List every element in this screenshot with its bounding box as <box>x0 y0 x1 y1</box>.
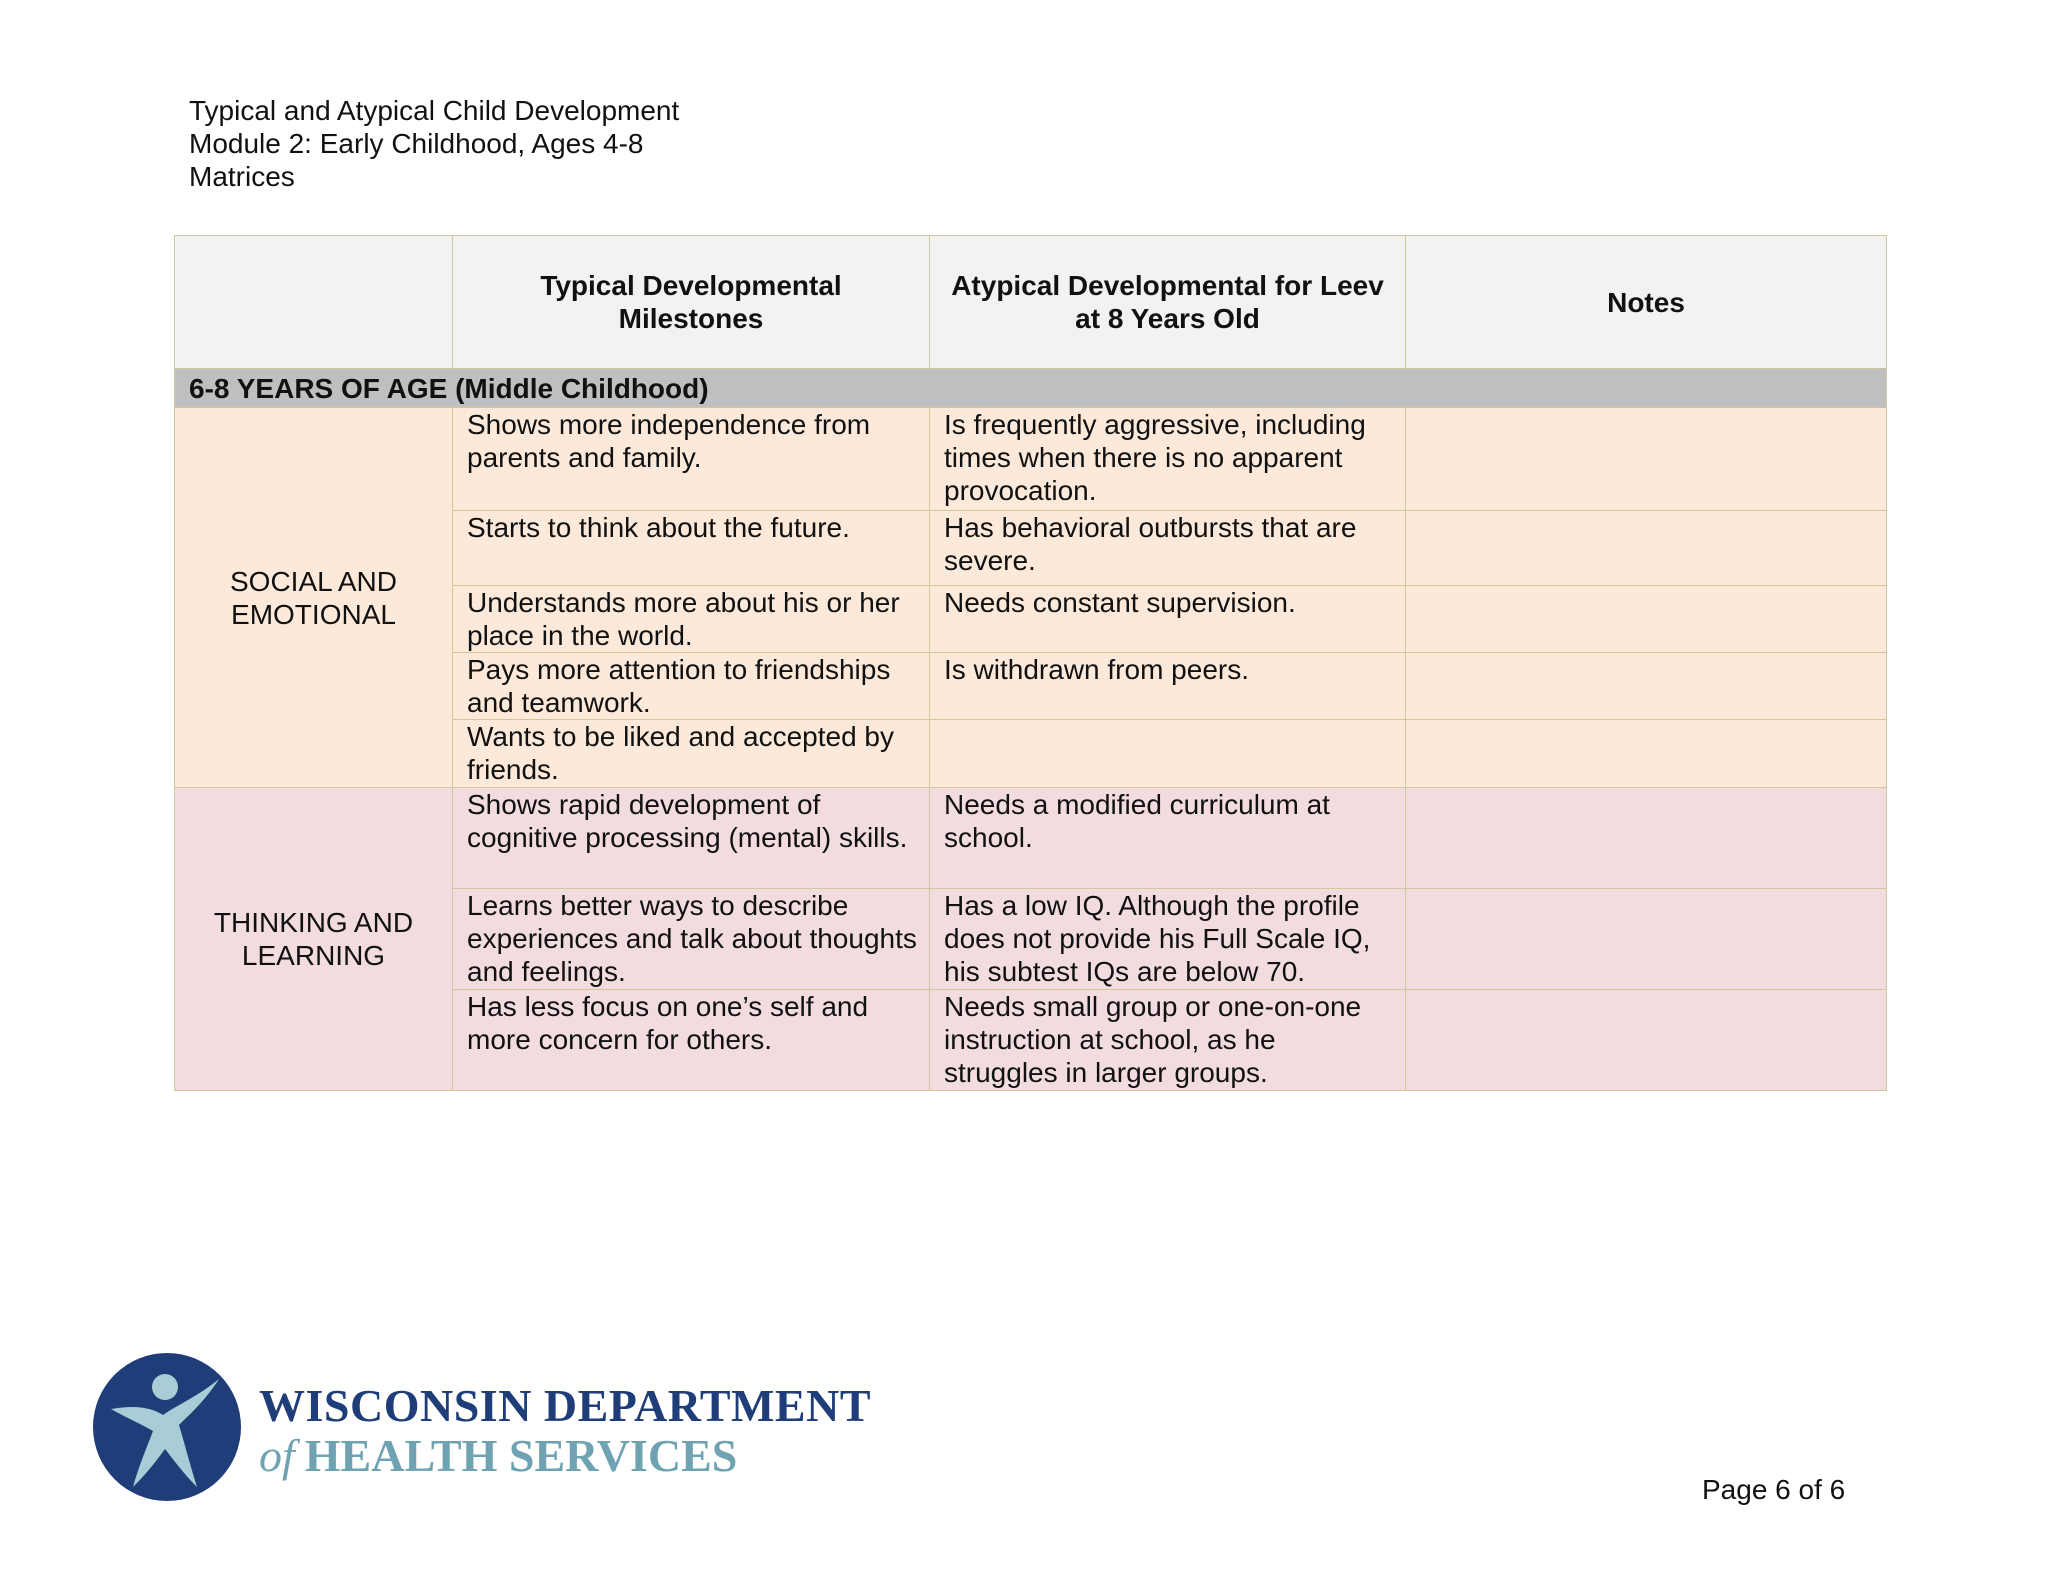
table-header-row <box>175 236 1887 369</box>
age-section-label: 6-8 YEARS OF AGE (Middle Childhood) <box>175 369 1887 408</box>
notes-cell[interactable] <box>1406 586 1887 653</box>
atypical-cell: Needs a modified curriculum at school. <box>930 788 1406 889</box>
atypical-cell: Is frequently aggressive, including times when there is no apparent provocation. <box>930 408 1406 511</box>
typical-cell: Pays more attention to friendships and teamwork. <box>453 653 930 720</box>
atypical-cell: Needs small group or one-on-one instruction at school, as he struggles in larger groups. <box>930 990 1406 1091</box>
table-row <box>175 788 1887 889</box>
header-notes: Notes <box>1406 236 1887 369</box>
page-number: Page 6 of 6 <box>1702 1474 1846 1505</box>
person-figure-icon <box>93 1353 241 1501</box>
development-matrix-table <box>174 235 1887 1091</box>
atypical-cell <box>930 720 1406 788</box>
logo-line-2 <box>259 1429 737 1482</box>
age-section-row <box>175 369 1887 408</box>
typical-cell: Wants to be liked and accepted by friends. <box>453 720 930 788</box>
logo-health-services: HEALTH SERVICES <box>304 1430 738 1481</box>
typical-cell: Learns better ways to describe experiences and talk about thoughts and feelings. <box>453 889 930 990</box>
typical-cell: Has less focus on one’s self and more concern for others. <box>453 990 930 1091</box>
category-social-emotional: SOCIAL AND EMOTIONAL <box>175 408 453 788</box>
typical-cell: Shows more independence from parents and family. <box>453 408 930 511</box>
header-atypical-development: Atypical Developmental for Leev at 8 Years Old <box>930 236 1406 369</box>
notes-cell[interactable] <box>1406 653 1887 720</box>
wisconsin-dhs-logo <box>93 1353 871 1503</box>
typical-cell: Shows rapid development of cognitive processing (mental) skills. <box>453 788 930 889</box>
notes-cell[interactable] <box>1406 408 1887 511</box>
typical-cell: Starts to think about the future. <box>453 511 930 586</box>
atypical-cell: Needs constant supervision. <box>930 586 1406 653</box>
notes-cell[interactable] <box>1406 889 1887 990</box>
logo-of: of <box>259 1430 295 1481</box>
header-category <box>175 236 453 369</box>
atypical-cell: Has a low IQ. Although the profile does not provide his Full Scale IQ, his subtest IQs are below 70. <box>930 889 1406 990</box>
atypical-cell: Has behavioral outbursts that are severe. <box>930 511 1406 586</box>
typical-cell: Understands more about his or her place in the world. <box>453 586 930 653</box>
table-row <box>175 408 1887 511</box>
module-title: Module 2: Early Childhood, Ages 4-8 <box>189 128 644 159</box>
category-thinking-learning: THINKING AND LEARNING <box>175 788 453 1091</box>
notes-cell[interactable] <box>1406 720 1887 788</box>
header-typical-milestones: Typical Developmental Milestones <box>453 236 930 369</box>
notes-cell[interactable] <box>1406 788 1887 889</box>
logo-line-1: WISCONSIN DEPARTMENT <box>259 1380 871 1431</box>
atypical-cell: Is withdrawn from peers. <box>930 653 1406 720</box>
section-label: Matrices <box>189 161 295 192</box>
notes-cell[interactable] <box>1406 990 1887 1091</box>
document-header <box>189 94 679 193</box>
document-title: Typical and Atypical Child Development <box>189 95 680 126</box>
notes-cell[interactable] <box>1406 511 1887 586</box>
